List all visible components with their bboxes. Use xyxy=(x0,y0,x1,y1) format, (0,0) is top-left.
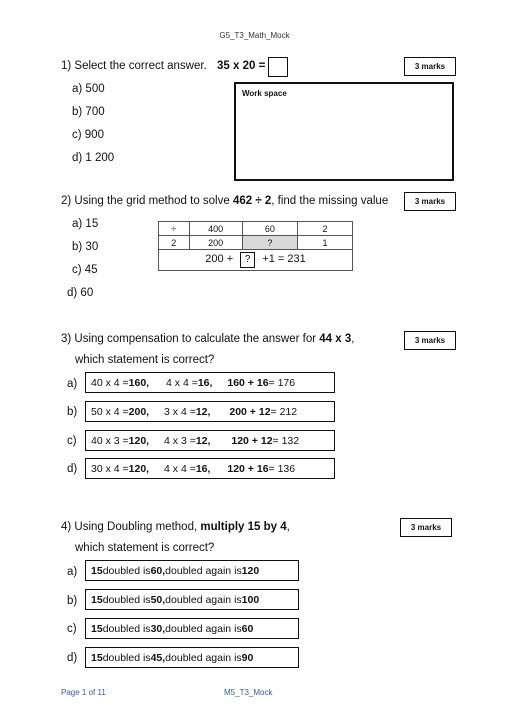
q1-option-c[interactable]: c) 900 xyxy=(72,129,104,141)
grid-cell: 2 xyxy=(297,222,352,236)
q1-answer-box[interactable] xyxy=(268,57,288,77)
q1-marks: 3 marks xyxy=(404,57,456,76)
q2-text: 2) Using the grid method to solve 462 ÷ 2, find the missing value xyxy=(61,195,389,207)
q3-letter-d: d) xyxy=(67,463,78,475)
grid-method-table xyxy=(158,221,353,271)
q2-option-c[interactable]: c) 45 xyxy=(72,264,98,276)
q4-letter-c: c) xyxy=(67,623,77,635)
q4-text: 4) Using Doubling method, multiply 15 by 4, xyxy=(61,521,290,533)
q2-option-d[interactable]: d) 60 xyxy=(67,287,94,299)
grid-cell: 400 xyxy=(189,222,242,236)
q4-letter-b: b) xyxy=(67,595,78,607)
q1-option-a[interactable]: a) 500 xyxy=(72,83,105,95)
q3-text: 3) Using compensation to calculate the answer for 44 x 3, xyxy=(61,333,355,345)
q3-option-b[interactable]: 50 x 4 =200, 3 x 4 =12, 200 + 12= 212 xyxy=(85,401,335,422)
q2-option-b[interactable]: b) 30 xyxy=(72,241,99,253)
grid-cell: 1 xyxy=(297,236,352,250)
footer-doc-name: M5_T3_Mock xyxy=(224,688,273,697)
q1-option-d[interactable]: d) 1 200 xyxy=(72,152,115,164)
grid-row-equation xyxy=(159,250,353,271)
page-number: Page 1 of 11 xyxy=(61,688,106,697)
equation-box[interactable]: ? xyxy=(240,252,255,268)
grid-row-header xyxy=(159,222,353,236)
q3-letter-a: a) xyxy=(67,378,78,390)
q4-option-d[interactable]: 15doubled is45,doubled again is90 xyxy=(85,647,299,668)
q2-marks: 3 marks xyxy=(404,192,456,211)
q3-letter-c: c) xyxy=(67,435,77,447)
workspace-label: Work space xyxy=(242,89,287,98)
grid-equation: 200 + ? +1 = 231 xyxy=(159,250,353,271)
grid-cell: 60 xyxy=(242,222,297,236)
page-header: G5_T3_Math_Mock xyxy=(219,31,290,40)
grid-cell: 200 xyxy=(189,236,242,250)
q1-text: 1) Select the correct answer. xyxy=(61,60,207,72)
q2-option-a[interactable]: a) 15 xyxy=(72,218,99,230)
q4-option-b[interactable]: 15doubled is50,doubled again is100 xyxy=(85,589,299,610)
q4-marks: 3 marks xyxy=(400,518,452,537)
q1-workspace[interactable] xyxy=(234,82,454,181)
q4-letter-d: d) xyxy=(67,652,78,664)
q3-subtext: which statement is correct? xyxy=(75,354,215,366)
grid-missing-cell[interactable]: ? xyxy=(242,236,297,250)
q1-option-b[interactable]: b) 700 xyxy=(72,106,105,118)
grid-cell: ÷ xyxy=(159,222,190,236)
q3-marks: 3 marks xyxy=(404,331,456,350)
q4-subtext: which statement is correct? xyxy=(75,542,215,554)
q4-option-a[interactable]: 15doubled is60,doubled again is120 xyxy=(85,560,299,581)
q3-option-d[interactable]: 30 x 4 =120, 4 x 4 =16, 120 + 16= 136 xyxy=(85,458,335,479)
q4-letter-a: a) xyxy=(67,566,78,578)
q4-option-c[interactable]: 15doubled is30,doubled again is60 xyxy=(85,618,299,639)
q3-option-c[interactable]: 40 x 3 =120, 4 x 3 =12, 120 + 12= 132 xyxy=(85,430,335,451)
q3-option-a[interactable]: 40 x 4 =160, 4 x 4 =16, 160 + 16= 176 xyxy=(85,372,335,393)
q3-letter-b: b) xyxy=(67,406,78,418)
grid-row-values xyxy=(159,236,353,250)
q1-expr: 35 x 20 = xyxy=(217,60,266,72)
grid-cell: 2 xyxy=(159,236,190,250)
